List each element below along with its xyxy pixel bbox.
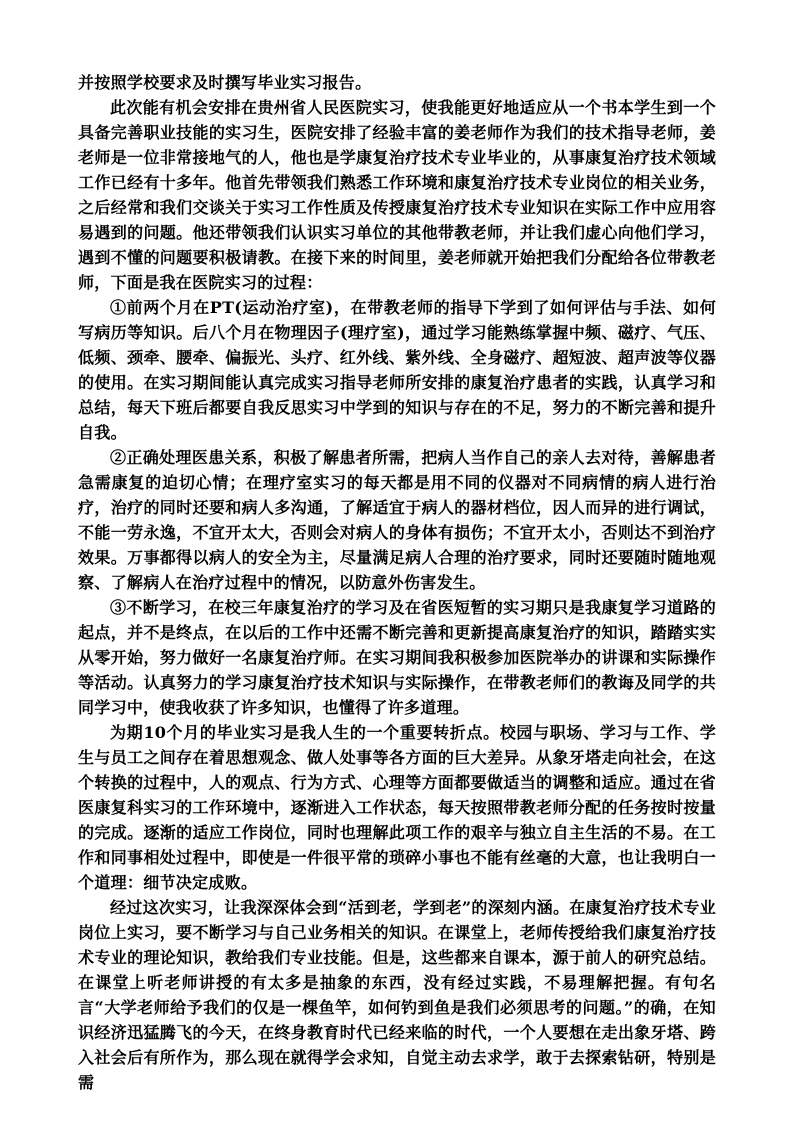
paragraph-turning-point: 为期10个月的毕业实习是我人生的一个重要转折点。校园与职场、学习与工作、学生与员工之间存在着思想观念、做人处事等各方面的巨大差异。从象牙塔走向社会，在这个转换的过程中，人的观点、行为方式、心理等方面都要做适当的调整和适应。通过在省医康复科实习的工作环境中，逐渐进入工作状态，每天按照带教老师分配的任务按时按量的完成。逐渐的适应工作岗位，同时也理解此项工作的艰辛与独立自主生活的不易。在工作和同事相处过程中，即使是一件很平常的琐碎小事也不能有丝毫的大意，也让我明白一个道理：细节决定成败。 <box>78 723 716 892</box>
paragraph-internship-intro: 此次能有机会安排在贵州省人民医院实习，使我能更好地适应从一个书本学生到一个具备完善职业技能的实习生，医院安排了经验丰富的姜老师作为我们的技术指导老师，姜老师是一位非常接地气的人，他也是学康复治疗技术专业毕业的，从事康复治疗技术领域工作已经有十多年。他首先带领我们熟悉工作环境和康复治疗技术专业岗位的相关业务，之后经常和我们交谈关于实习工作性质及传授康复治疗技术专业知识在实际工作中应用容易遇到的问题。他还带领我们认识实习单位的其他带教老师，并让我们虚心向他们学习，遇到不懂的问题要积极请教。在接下来的时间里，姜老师就开始把我们分配给各位带教老师，下面是我在医院实习的过程： <box>78 98 716 292</box>
document-page <box>78 70 716 1095</box>
paragraph-item-continuous-learning: ③不断学习，在校三年康复治疗的学习及在省医短暂的实习期只是我康复学习道路的起点，并不是终点，在以后的工作中还需不断完善和更新提高康复治疗的知识，踏踏实实从零开始，努力做好一名康复治疗师。在实习期间我积极参加医院举办的讲课和实际操作等活动。认真努力的学习康复治疗技术知识与实际操作，在带教老师们的教诲及同学的共同学习中，使我收获了许多知识，也懂得了许多道理。 <box>78 598 716 717</box>
paragraph-lifelong-learning: 经过这次实习，让我深深体会到“活到老，学到老”的深刻内涵。在康复治疗技术专业岗位上实习，要不断学习与自己业务相关的知识。在课堂上，老师传授给我们康复治疗技术专业的理论知识，教给我们专业技能。但是，这些都来自课本，源于前人的研究总结。在课堂上听老师讲授的有太多是抽象的东西，没有经过实践，不易理解把握。有句名言“大学老师给予我们的仅是一棵鱼竿，如何钓到鱼是我们必须思考的问题。”的确，在知识经济迅猛腾飞的今天，在终身教育时代已经来临的时代，一个人要想在走出象牙塔、跨入社会后有所作为，那么现在就得学会求知，自觉主动去求学，敢于去探索钻研，特别是需 <box>78 898 716 1092</box>
paragraph-report-requirement: 并按照学校要求及时撰写毕业实习报告。 <box>78 73 372 92</box>
paragraph-item-pt-training: ①前两个月在PT(运动治疗室)，在带教老师的指导下学到了如何评估与手法、如何写病历等知识。后八个月在物理因子(理疗室)，通过学习能熟练掌握中频、磁疗、气压、低频、颈牵、腰牵、偏振光、头疗、红外线、紫外线、全身磁疗、超短波、超声波等仪器的使用。在实习期间能认真完成实习指导老师所安排的康复治疗患者的实践，认真学习和总结，每天下班后都要自我反思实习中学到的知识与存在的不足，努力的不断完善和提升自我。 <box>78 298 716 442</box>
paragraph-item-doctor-patient: ②正确处理医患关系，积极了解患者所需，把病人当作自己的亲人去对待，善解患者急需康复的迫切心情；在理疗室实习的每天都是用不同的仪器对不同病情的病人进行治疗，治疗的同时还要和病人多沟通，了解适宜于病人的器材档位，因人而异的进行调试，不能一劳永逸，不宜开太大，否则会对病人的身体有损伤；不宜开太小，否则达不到治疗效果。万事都得以病人的安全为主，尽量满足病人合理的治疗要求，同时还要随时随地观察、了解病人在治疗过程中的情况，以防意外伤害发生。 <box>78 448 716 592</box>
